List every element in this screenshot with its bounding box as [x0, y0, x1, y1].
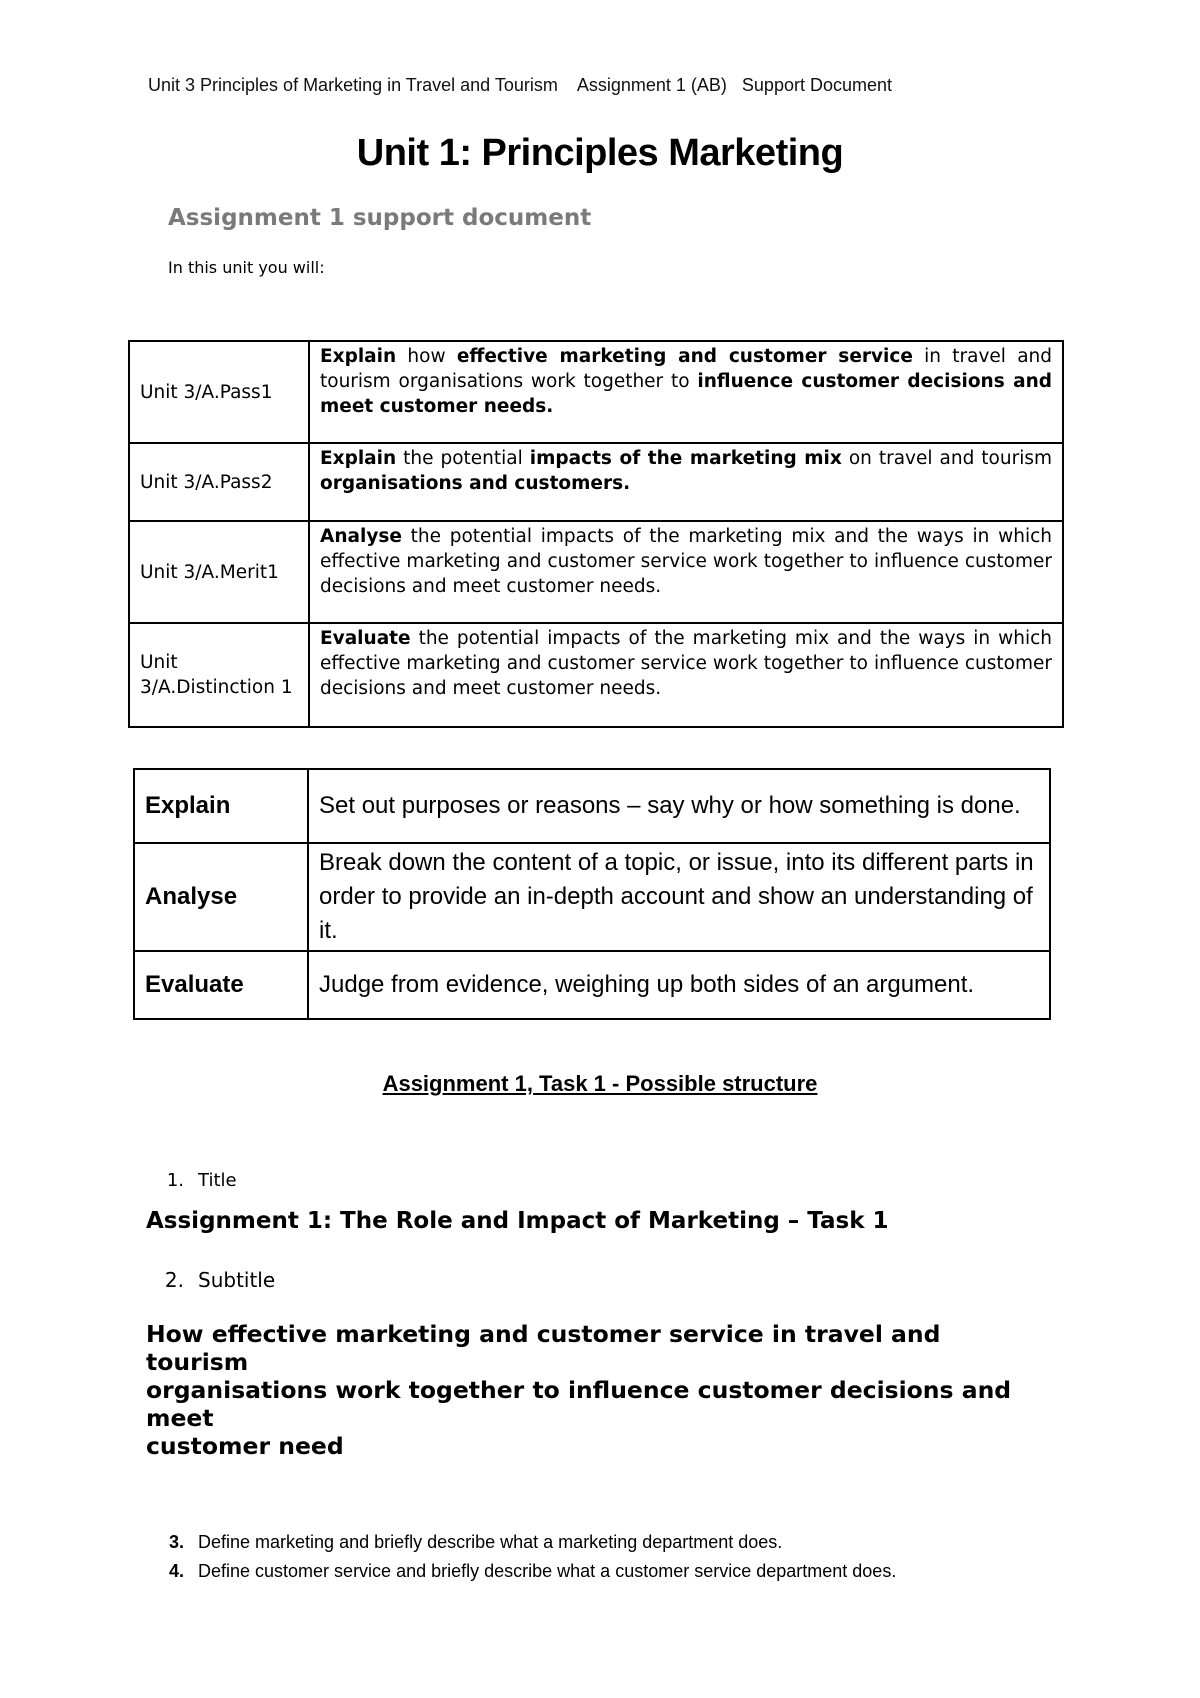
criteria-text-part: the potential impacts of the marketing mix and the ways in which effective marketing and customer service work together to influence customer decisions and meet customer needs.	[320, 628, 1052, 699]
structure-item-define-marketing	[148, 1532, 782, 1553]
definition-text: Break down the content of a topic, or issue, into its different parts in order to provide an in-depth account and show an understanding of it.	[308, 843, 1050, 951]
criteria-text-part: Explain	[320, 346, 397, 367]
list-number: 2.	[164, 1268, 184, 1292]
task-heading: Assignment 1, Task 1 - Possible structure	[382, 1071, 818, 1096]
subtitle-line: meet	[146, 1404, 214, 1432]
definition-text: Judge from evidence, weighing up both sides of an argument.	[308, 951, 1050, 1019]
criteria-row	[129, 521, 1063, 623]
criteria-text-part: how	[396, 346, 457, 367]
criteria-row	[129, 443, 1063, 521]
document-subtitle: Assignment 1 support document	[168, 205, 592, 231]
criteria-text-part: on travel and tourism	[841, 448, 1053, 469]
subtitle-line: customer need	[146, 1432, 344, 1460]
criteria-text-part: influence customer decisions and meet customer needs.	[320, 371, 1052, 417]
criteria-text-part: the potential impacts of the marketing mix and the ways in which effective marketing and customer service work together to influence customer decisions and meet customer needs.	[320, 526, 1052, 597]
list-number: 3.	[168, 1532, 184, 1552]
criteria-description	[309, 443, 1063, 521]
criteria-text-part: in travel and tourism organisations work together to	[320, 346, 1052, 392]
definition-row	[134, 951, 1050, 1019]
criteria-description	[309, 623, 1063, 727]
criteria-code: Unit 3/A.Pass1	[129, 341, 309, 443]
criteria-text-part: the potential	[396, 448, 530, 469]
criteria-text-part: organisations and customers.	[320, 473, 631, 494]
list-label: Title	[198, 1170, 237, 1191]
definitions-table	[133, 768, 1051, 1020]
criteria-description	[309, 341, 1063, 443]
document-title: Unit 1: Principles Marketing	[356, 132, 844, 174]
criteria-text-part: Explain	[320, 448, 397, 469]
structure-item-define-customer-service	[148, 1561, 896, 1582]
list-label: Subtitle	[198, 1268, 276, 1292]
structure-item-title	[148, 1170, 237, 1191]
subtitle-line: tourism	[146, 1348, 249, 1376]
criteria-text-part: impacts of the marketing mix	[529, 448, 842, 469]
assignment-subtitle-example	[146, 1320, 1076, 1460]
list-number: 4.	[168, 1561, 184, 1581]
criteria-code: Unit 3/A.Pass2	[129, 443, 309, 521]
criteria-code: Unit 3/A.Merit1	[129, 521, 309, 623]
criteria-table	[128, 340, 1064, 728]
structure-item-subtitle	[148, 1268, 275, 1292]
page-header: Unit 3 Principles of Marketing in Travel and Tourism Assignment 1 (AB) Support Document	[148, 75, 892, 95]
criteria-row	[129, 341, 1063, 443]
definition-text: Set out purposes or reasons – say why or how something is done.	[308, 769, 1050, 843]
definition-row	[134, 843, 1050, 951]
subtitle-line: How effective marketing and customer service in travel and	[146, 1320, 941, 1348]
definition-term: Analyse	[134, 843, 308, 951]
definition-term: Explain	[134, 769, 308, 843]
criteria-text-part: Analyse	[320, 526, 402, 547]
definition-row	[134, 769, 1050, 843]
subtitle-line: organisations work together to influence customer decisions and	[146, 1376, 1012, 1404]
intro-text: In this unit you will:	[168, 258, 325, 277]
assignment-title-example: Assignment 1: The Role and Impact of Marketing – Task 1	[146, 1208, 889, 1234]
definition-term: Evaluate	[134, 951, 308, 1019]
criteria-description	[309, 521, 1063, 623]
list-number: 1.	[166, 1170, 184, 1191]
criteria-row	[129, 623, 1063, 727]
list-label: Define customer service and briefly describe what a customer service department does.	[198, 1561, 897, 1581]
criteria-text-part: Evaluate	[320, 628, 411, 649]
criteria-code: Unit 3/A.Distinction 1	[129, 623, 309, 727]
list-label: Define marketing and briefly describe what a marketing department does.	[198, 1532, 783, 1552]
criteria-text-part: effective marketing and customer service	[456, 346, 913, 367]
